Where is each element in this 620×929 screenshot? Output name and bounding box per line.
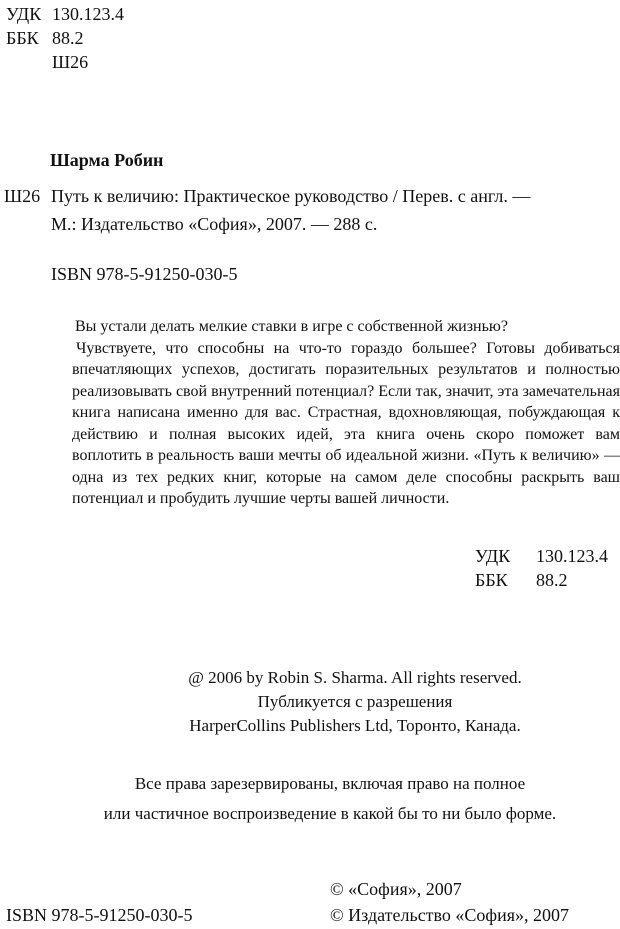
author-mark-top: Ш26 xyxy=(52,52,89,72)
copyright-line-3: HarperCollins Publishers Ltd, Торонто, Канада. xyxy=(189,716,521,735)
description-line-1: Путь к величию: Практическое руководство / Перев. с англ. — xyxy=(51,186,531,206)
annotation-body: Чувствуете, что способны на что-то гораздо большее? Готовы добиваться впечатляющих успехов, достигать поразительных результатов и полностью реализовывать свой внутренний потенциал? Если так, значит, эта замечательная книга написана именно для вас. Страстная, вдохновляющая, побуждающая к действию и полная высоких идей, эта книга очень скоро поможет вам воплотить в реальность ваши мечты об идеальной жизни. «Путь к величию» — одна из тех редких книг, которые на самом деле способны раскрыть ваш потенциал и пробудить лучшие черты вашей личности. xyxy=(72,339,620,507)
classification-top xyxy=(6,4,124,76)
udk-value-bottom: 130.123.4 xyxy=(536,546,608,566)
rights-line-2: или частичное воспроизведение в какой бы то ни было форме. xyxy=(103,804,557,823)
udk-value: 130.123.4 xyxy=(52,4,124,24)
copyright-original xyxy=(150,668,560,740)
bbk-value-bottom: 88.2 xyxy=(536,570,568,590)
udk-label: УДК xyxy=(6,4,42,24)
annotation xyxy=(72,316,620,510)
isbn-record: ISBN 978-5-91250-030-5 xyxy=(51,264,238,284)
copyright-line-2: Публикуется с разрешения xyxy=(257,692,453,711)
rights-line-1: Все права зарезервированы, включая право на полное xyxy=(134,774,526,793)
author-name: Шарма Робин xyxy=(50,150,164,170)
author-mark: Ш26 xyxy=(4,186,41,206)
bbk-value: 88.2 xyxy=(52,28,84,48)
footer-copyright-2: © Издательство «София», 2007 xyxy=(330,905,570,925)
copyright-line-1: @ 2006 by Robin S. Sharma. All rights reserved. xyxy=(188,668,522,687)
footer-copyright-1: © «София», 2007 xyxy=(330,879,462,899)
rights-notice xyxy=(50,774,610,834)
footer-isbn: ISBN 978-5-91250-030-5 xyxy=(6,905,193,925)
bbk-label-bottom: ББК xyxy=(475,570,508,590)
udk-label-bottom: УДК xyxy=(475,546,511,566)
description-line-2: М.: Издательство «София», 2007. — 288 с. xyxy=(51,214,378,234)
bbk-label: ББК xyxy=(6,28,39,48)
classification-bottom xyxy=(475,546,608,594)
annotation-lead: Вы устали делать мелкие ставки в игре с собственной жизнью? xyxy=(75,318,508,335)
